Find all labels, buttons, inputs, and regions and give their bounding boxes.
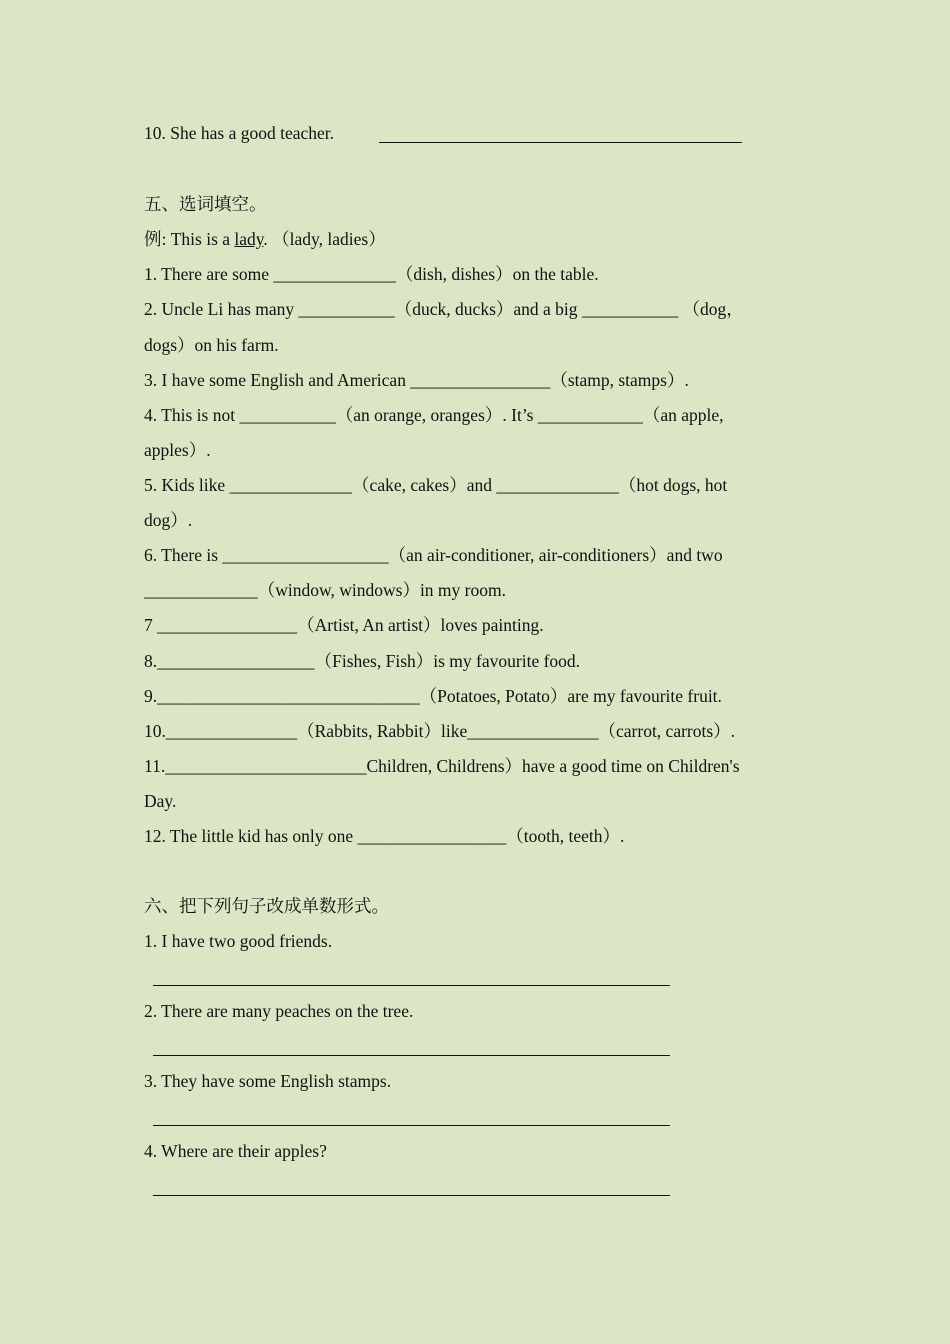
section-5-line: 5. Kids like ______________（cake, cakes）and ______________（hot dogs, hot xyxy=(144,475,728,495)
item-10-answer-line[interactable] xyxy=(379,142,742,143)
section-5-line: apples）. xyxy=(144,440,211,460)
section-5-example xyxy=(144,228,386,250)
example-prefix: 例: This is a xyxy=(144,229,235,249)
section-5-line: 2. Uncle Li has many ___________（duck, ducks）and a big ___________ （dog， xyxy=(144,299,744,319)
section-5-line: 4. This is not ___________（an orange, oranges）. It’s ____________（an apple, xyxy=(144,405,724,425)
section-5-line: 3. I have some English and American ________________（stamp, stamps）. xyxy=(144,370,689,390)
section-5-line: 6. There is ___________________（an air-conditioner, air-conditioners）and two xyxy=(144,545,723,565)
section-5-line: 12. The little kid has only one _________________（tooth, teeth）. xyxy=(144,826,625,846)
section-5-line: dogs）on his farm. xyxy=(144,335,279,355)
section-5-line: Day. xyxy=(144,791,177,811)
section-6-question: 3. They have some English stamps. xyxy=(144,1071,392,1091)
answer-line[interactable] xyxy=(153,1055,670,1056)
section-5-line: 11._______________________Children, Childrens）have a good time on Children's xyxy=(144,756,740,776)
section-5-line: _____________（window, windows）in my room. xyxy=(144,580,506,600)
answer-line[interactable] xyxy=(153,985,670,986)
section-5-line: dog）. xyxy=(144,510,193,530)
answer-line[interactable] xyxy=(153,1125,670,1126)
section-5-line: 1. There are some ______________（dish, dishes）on the table. xyxy=(144,264,599,284)
example-answer: lady xyxy=(234,229,264,249)
section-5-line: 9.______________________________（Potatoes, Potato）are my favourite fruit. xyxy=(144,686,722,706)
section-5-line: 7 ________________（Artist, An artist）loves painting. xyxy=(144,615,544,635)
section-6-question: 1. I have two good friends. xyxy=(144,931,333,951)
example-suffix: . （lady, ladies） xyxy=(263,229,386,249)
section-5-heading: 五、选词填空。 xyxy=(144,194,267,214)
section-6-question: 4. Where are their apples? xyxy=(144,1141,327,1161)
section-6-question: 2. There are many peaches on the tree. xyxy=(144,1001,414,1021)
section-5-line: 8.__________________（Fishes, Fish）is my favourite food. xyxy=(144,651,581,671)
item-10-prompt: 10. She has a good teacher. xyxy=(144,123,335,143)
section-5-line: 10._______________（Rabbits, Rabbit）like_______________（carrot, carrots）. xyxy=(144,721,736,741)
section-6-heading: 六、把下列句子改成单数形式。 xyxy=(144,896,389,916)
answer-line[interactable] xyxy=(153,1195,670,1196)
